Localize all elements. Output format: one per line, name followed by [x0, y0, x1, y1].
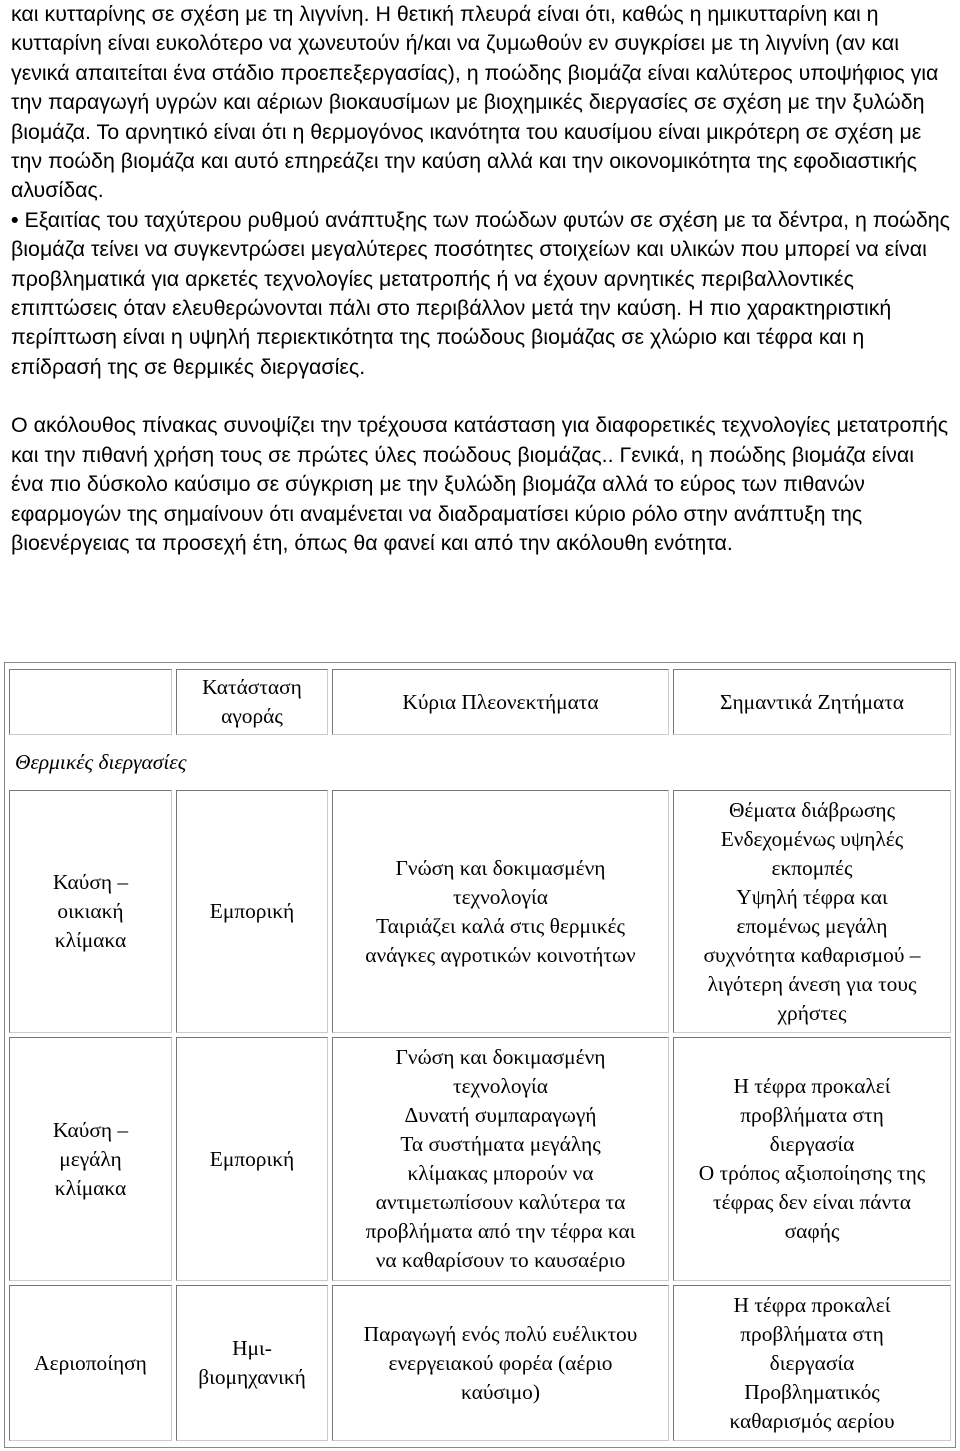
cell-line: συχνότητα καθαρισμού –: [703, 942, 921, 967]
row3-technology: [9, 1285, 172, 1441]
document-body: [11, 0, 951, 558]
row1-issues: [673, 790, 951, 1033]
cell-line: χρήστες: [777, 1000, 847, 1025]
bullet-paragraph: [11, 206, 951, 382]
row1-advantages: [332, 790, 669, 1033]
row2-technology: [9, 1037, 172, 1281]
cell-line: τέφρας δεν είναι πάντα: [713, 1190, 911, 1214]
row1-market: [176, 790, 328, 1033]
cell-line: καθαρισμός αερίου: [729, 1408, 895, 1433]
cell-line: Παραγωγή ενός πολύ ευέλικτου: [363, 1321, 638, 1346]
cell-line: Η τέφρα προκαλεί: [733, 1074, 891, 1098]
cell-line: οικιακή: [57, 899, 124, 923]
cell-line: ενεργειακού φορέα (αέριο: [388, 1350, 613, 1375]
row2-market: [176, 1037, 328, 1281]
cell-line: καύσιμο): [461, 1379, 540, 1404]
cell-line: Γνώση και δοκιμασμένη: [395, 1045, 606, 1069]
cell-line: σαφής: [784, 1219, 840, 1243]
cell-line: Η τέφρα προκαλεί: [733, 1292, 891, 1317]
cell-line: κλίμακα: [54, 1175, 127, 1200]
header-market-line: αγοράς: [221, 704, 283, 728]
cell-line: προβλήματα από την τέφρα και: [365, 1219, 636, 1243]
bullet-symbol: •: [11, 207, 19, 232]
row3-issues: [673, 1285, 951, 1441]
cell-line: βιομηχανική: [198, 1365, 306, 1389]
cell-line: Καύση –: [52, 1117, 129, 1142]
cell-line: Καύση –: [52, 870, 129, 894]
row3-advantages: [332, 1285, 669, 1441]
row3-market: [176, 1285, 328, 1441]
cell-line: Ημι-: [232, 1336, 272, 1360]
cell-line: Υψηλή τέφρα και: [736, 884, 888, 909]
cell-line: Θέματα διάβρωσης: [728, 797, 896, 822]
header-market-status: [176, 669, 328, 735]
cell-line: Προβληματικός: [744, 1379, 880, 1404]
cell-line: λιγότερη άνεση για τους: [707, 971, 917, 996]
cell-line: Αεριοποίηση: [34, 1350, 147, 1375]
cell-line: Δυνατή συμπαραγωγή: [404, 1103, 597, 1127]
row2-issues: [673, 1037, 951, 1281]
bullet-text: Εξαιτίας του ταχύτερου ρυθμού ανάπτυξης των ποώδων φυτών σε σχέση με τα δέντρα, η ποώδης βιομάζα τείνει να συγκεντρώσει μεγαλύτερες ποσότητες στοιχείων και υλικών που μπορεί να είναι προβληματικά για αρκετές τεχνολογίες μετατροπής ή να έχουν αρνητικές περιβαλλοντικές επιπτώσεις όταν ελευθερώνονται πάλι στο περιβάλλον μετά την καύση. Η πιο χαρακτηριστική περίπτωση είναι η υψηλή περιεκτικότητα της ποώδους βιομάζας σε χλώριο και τέφρα και η επίδρασή της σε θερμικές διεργασίες.: [11, 207, 950, 379]
section-label: Θερμικές διεργασίες: [15, 750, 187, 774]
cell-line: Γνώση και δοκιμασμένη: [395, 855, 606, 880]
cell-line: ανάγκες αγροτικών κοινοτήτων: [365, 942, 636, 967]
cell-line: μεγάλη: [59, 1146, 122, 1171]
cell-line: Εμπορική: [209, 1146, 295, 1171]
cell-line: Ταιριάζει καλά στις θερμικές: [376, 913, 625, 938]
header-issues-label: Σημαντικά Ζητήματα: [720, 689, 904, 714]
cell-line: εκπομπές: [771, 855, 853, 880]
header-issues: [673, 669, 951, 735]
cell-line: διεργασία: [769, 1350, 855, 1375]
cell-line: προβλήματα στη: [740, 1321, 884, 1346]
row2-advantages: [332, 1037, 669, 1281]
cell-line: κλίμακα: [54, 928, 127, 952]
technology-table: [4, 662, 956, 1448]
section-thermal-processes: [9, 739, 951, 786]
header-advantages-label: Κύρια Πλεονεκτήματα: [402, 689, 599, 714]
cell-line: κλίμακας μπορούν να: [407, 1161, 594, 1185]
paragraph-summary: Ο ακόλουθος πίνακας συνοψίζει την τρέχουσα κατάσταση για διαφορετικές τεχνολογίες μετατροπής και την πιθανή χρήση τους σε πρώτες ύλες ποώδους βιομάζας.. Γενικά, η ποώδης βιομάζα είναι ένα πιο δύσκολο καύσιμο σε σύγκριση με την ξυλώδη βιομάζα αλλά το εύρος των πιθανών εφαρμογών της σημαίνουν ότι αναμένεται να διαδραματίσει κύριο ρόλο στην ανάπτυξη της βιοενέργειας τα προσεχή έτη, όπως θα φανεί και από την ακόλουθη ενότητα.: [11, 413, 949, 555]
row1-technology: [9, 790, 172, 1033]
cell-line: επομένως μεγάλη: [736, 913, 888, 938]
cell-line: Ο τρόπος αξιοποίησης της: [698, 1161, 926, 1185]
paragraph-intro: και κυτταρίνης σε σχέση με τη λιγνίνη. Η θετική πλευρά είναι ότι, καθώς η ημικυτταρίνη και η κυτταρίνη είναι ευκολότερο να χωνευτούν ή/και να ζυμωθούν εν συγκρίσει με τη λιγνίνη (αν και γενικά απαιτείται ένα στάδιο προεπεξεργασίας), η ποώδης βιομάζα είναι καλύτερος υποψήφιος για την παραγωγή υγρών και αέριων βιοκαυσίμων με βιοχημικές διεργασίες σε σχέση με την ξυλώδη βιομάζα. Το αρνητικό είναι ότι η θερμογόνος ικανότητα του καυσίμου είναι μικρότερη σε σχέση με την ποώδη βιομάζα και αυτό επηρεάζει την καύση αλλά και την οικονομικότητα της εφοδιαστικής αλυσίδας.: [11, 2, 939, 203]
cell-line: τεχνολογία: [453, 884, 548, 909]
header-market-line: Κατάσταση: [202, 675, 302, 699]
cell-line: τεχνολογία: [453, 1074, 548, 1098]
cell-line: προβλήματα στη: [740, 1103, 884, 1127]
header-advantages: [332, 669, 669, 735]
header-empty-cell: [9, 669, 172, 735]
cell-line: αντιμετωπίσουν καλύτερα τα: [375, 1190, 626, 1214]
cell-line: Ενδεχομένως υψηλές: [720, 826, 904, 851]
cell-line: διεργασία: [769, 1132, 855, 1156]
cell-line: Εμπορική: [209, 899, 295, 923]
cell-line: να καθαρίσουν το καυσαέριο: [375, 1248, 626, 1272]
cell-line: Τα συστήματα μεγάλης: [400, 1132, 601, 1156]
